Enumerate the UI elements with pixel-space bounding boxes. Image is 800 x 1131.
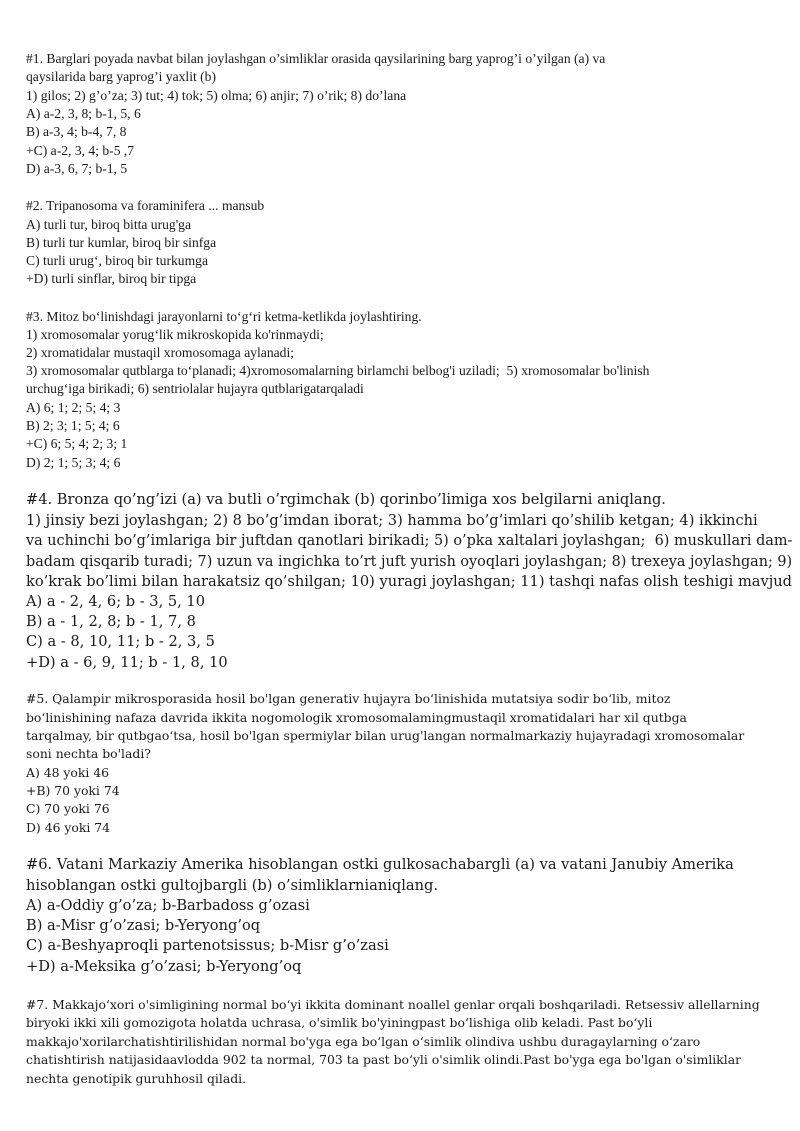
question-1-stem-line-2: qaysilarida barg yaprog’i yaxlit (b) [26,69,217,84]
question-6-option-d: +D) a-Meksika g’o’zasi; b-Yeryong’oq [26,958,302,975]
question-3-option-c: +C) 6; 5; 4; 2; 3; 1 [26,436,128,451]
question-3-stem-line-2: 1) xromosomalar yorug‘lik mikroskopida ko'rinmaydi; [26,327,324,342]
question-2-option-a: A) turli tur, biroq bitta urug'ga [26,217,191,232]
question-3-stem-line-1: #3. Mitoz bo‘linishdagi jarayonlarni to‘g‘ri ketma-ketlikda joylashtiring. [26,309,422,324]
question-4-stem-line-1: #4. Bronza qo’ng’izi (a) va butli o’rgimchak (b) qorinbo’limiga xos belgilarni aniqlang. [26,491,666,508]
question-5-option-a: A) 48 yoki 46 [26,765,110,780]
question-5-stem-line-4: soni nechta bo'ladi? [26,746,151,761]
question-7-stem-line-5: nechta genotipik guruhhosil qiladi. [26,1071,247,1086]
question-3-option-d: D) 2; 1; 5; 3; 4; 6 [26,455,121,470]
question-4-option-d: +D) a - 6, 9, 11; b - 1, 8, 10 [26,654,228,671]
question-5-option-b: +B) 70 yoki 74 [26,783,120,798]
question-1-option-b: B) a-3, 4; b-4, 7, 8 [26,124,127,139]
question-1-stem-line-3: 1) gilos; 2) g’o’za; 3) tut; 4) tok; 5) olma; 6) anjir; 7) o’rik; 8) do’lana [26,88,407,103]
question-4-stem-line-5: ko’krak bo’limi bilan harakatsiz qo’shilgan; 10) yuragi joylashgan; 11) tashqi nafas olish teshigi mavjud [26,573,793,590]
question-3-option-a: A) 6; 1; 2; 5; 4; 3 [26,400,121,415]
question-4-stem-line-2: 1) jinsiy bezi joylashgan; 2) 8 bo’g’imdan iborat; 3) hamma bo’g’imlari qo’shilib ketgan; 4) ikkinchi [26,512,758,529]
question-2-stem-line-1: #2. Tripanosoma va foraminifera ... mansub [26,198,265,213]
question-7-stem-line-3: makkajo'xorilarchatishtirilishidan normal bo'yga ega bo‘lgan o‘simlik olindiva ushbu duragaylarning o‘zaro [26,1034,701,1049]
question-7-stem-line-4: chatishtirish natijasidaavlodda 902 ta normal, 703 ta past bo‘yli o'simlik olindi.Past bo'yga ega bo'lgan o'simliklar [26,1052,742,1067]
question-4-option-b: B) a - 1, 2, 8; b - 1, 7, 8 [26,613,196,630]
question-2-option-b: B) turli tur kumlar, biroq bir sinfga [26,235,217,250]
question-6-stem-line-2: hisoblangan ostki gultojbargli (b) o’simliklarnianiqlang. [26,877,438,894]
question-5-stem-line-1: #5. Qalampir mikrosporasida hosil bo'lgan generativ hujayra bo‘linishida mutatsiya sodir bo‘lib, mitoz [26,691,671,706]
question-1-option-c: +C) a-2, 3, 4; b-5 ,7 [26,143,135,158]
question-5-option-c: C) 70 yoki 76 [26,801,110,816]
question-3-stem-line-3: 2) xromatidalar mustaqil xromosomaga aylanadi; [26,345,295,360]
question-1-option-a: A) a-2, 3, 8; b-1, 5, 6 [26,106,141,121]
question-6-stem-line-1: #6. Vatani Markaziy Amerika hisoblangan ostki gulkosachabargli (a) va vatani Janubiy Amerika [26,856,734,873]
question-3-stem-line-4: 3) xromosomalar qutblarga to‘planadi; 4)xromosomalarning birlamchi belbog'i uziladi; 5) xromosomalar bo'linish [26,363,650,378]
question-5-stem-line-2: bo‘linishining nafaza davrida ikkita nogomologik xromosomalamingmustaqil xromatidalari har xil qutbga [26,710,687,725]
question-2-option-c: C) turli urug‘, biroq bir turkumga [26,253,208,268]
question-6-option-a: A) a-Oddiy g’o’za; b-Barbadoss g’ozasi [26,897,310,914]
question-4-stem-line-3: va uchinchi bo’g’imlariga bir juftdan qanotlari birikadi; 5) o’pka xaltalari joylashgan; 6) muskullari dam- [26,532,793,549]
question-7-stem-line-1: #7. Makkajo‘xori o'simligining normal bo‘yi ikkita dominant noallel genlar orqali boshqariladi. Retsessiv allellarning [26,997,760,1012]
question-5-option-d: D) 46 yoki 74 [26,820,111,835]
question-1-option-d: D) a-3, 6, 7; b-1, 5 [26,161,128,176]
question-4-stem-line-4: badam qisqarib turadi; 7) uzun va ingichka to’rt juft yurish oyoqlari joylashgan; 8) trexeya joylashgan; 9) [26,553,793,570]
question-6-option-b: B) a-Misr g’o’zasi; b-Yeryong’oq [26,917,261,934]
question-3-option-b: B) 2; 3; 1; 5; 4; 6 [26,418,120,433]
question-4-option-a: A) a - 2, 4, 6; b - 3, 5, 10 [26,593,205,610]
question-2-option-d: +D) turli sinflar, biroq bir tipga [26,271,197,286]
question-7-stem-line-2: biryoki ikki xili gomozigota holatda uchrasa, o'simlik bo'yiningpast bo‘lishiga olib keladi. Past bo‘yli [26,1015,653,1030]
question-4-option-c: C) a - 8, 10, 11; b - 2, 3, 5 [26,633,215,650]
question-6-option-c: C) a-Beshyaproqli partenotsissus; b-Misr g’o’zasi [26,937,389,954]
question-5-stem-line-3: tarqalmay, bir qutbgao‘tsa, hosil bo'lgan spermiylar bilan urug'langan normalmarkaziy hujayradagi xromosomalar [26,728,745,743]
question-3-stem-line-5: urchug‘iga birikadi; 6) sentriolalar hujayra qutblarigatarqaladi [26,381,364,396]
question-1-stem-line-1: #1. Barglari poyada navbat bilan joylashgan o’simliklar orasida qaysilarining barg yaprog’i o’yilgan (a) va [26,51,606,66]
